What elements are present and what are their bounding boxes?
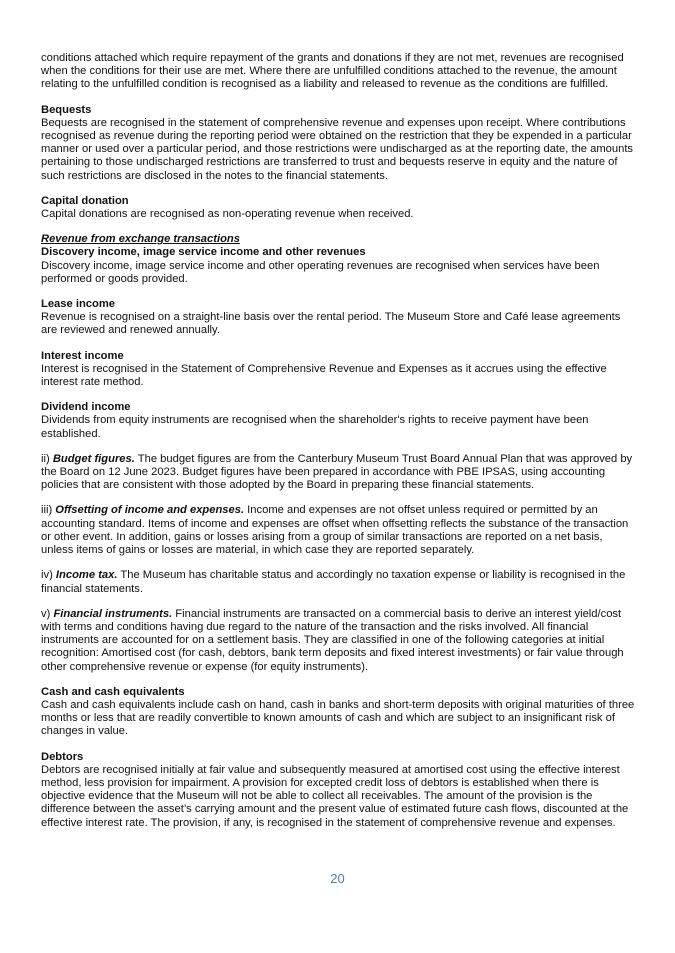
debtors-section: [41, 751, 637, 830]
capital-donation-section: [41, 195, 637, 221]
debtors-paragraph: Debtors are recognised initially at fair value and subsequently measured at amortised cost using the effective interest method, less provision for impairment. A provision for excepted credit loss of debtors is established when there is objective evidence that the Museum will not be able to collect all receivables. The amount of the provision is the difference between the asset’s carrying amount and the present value of estimated future cash flows, discounted at the effective interest rate. The provision, if any, is recognised in the statement of comprehensive revenue and expenses.: [41, 763, 629, 829]
exchange-transactions-section: [41, 233, 637, 286]
page-number: 20: [330, 871, 345, 886]
cash-paragraph: Cash and cash equivalents include cash on hand, cash in banks and short-term deposits with original maturities of three months or less that are readily convertible to known amounts of cash and which are subject to an insignificant risk of changes in value.: [41, 698, 635, 738]
bequests-paragraph: Bequests are recognised in the statement of comprehensive revenue and expenses upon receipt. Where contributions recognised as revenue during the reporting period were obtained on the restriction that they be expended in a particular manner or used over a particular period, and those restrictions were undischarged as at the reporting date, the amounts pertaining to those undischarged restrictions are transferred to trust and bequests reserve in equity and the nature of such restrictions are disclosed in the notes to the financial statements.: [41, 116, 634, 182]
offsetting-paragraph: [41, 504, 637, 557]
lease-income-paragraph: Revenue is recognised on a straight-line basis over the rental period. The Museum Store and Café lease agreements are reviewed and renewed annually.: [41, 311, 621, 337]
bequests-heading: Bequests: [41, 103, 92, 116]
document-page: [41, 52, 637, 842]
offsetting-prefix: iii): [41, 504, 56, 517]
budget-figures-text: The budget figures are from the Canterbury Museum Trust Board Annual Plan that was approved by the Board on 12 June 2023. Budget figures have been prepared in accordance with PBE IPSAS, using accounting policies that are consistent with those adopted by the Board in preparing these financial statements.: [41, 452, 633, 492]
financial-instruments-prefix: v): [41, 607, 54, 620]
interest-income-heading: Interest income: [41, 349, 124, 362]
cash-heading: Cash and cash equivalents: [41, 685, 185, 698]
financial-instruments-section: [41, 608, 637, 674]
capital-donation-heading: Capital donation: [41, 194, 129, 207]
discovery-income-heading: Discovery income, image service income and other revenues: [41, 246, 366, 259]
dividend-income-paragraph: Dividends from equity instruments are recognised when the shareholder's rights to receive payment have been established.: [41, 414, 589, 440]
income-tax-prefix: iv): [41, 569, 56, 582]
offsetting-title: Offsetting of income and expenses.: [55, 504, 245, 517]
budget-figures-section: [41, 453, 637, 493]
offsetting-text: Income and expenses are not offset unless required or permitted by an accounting standard. Items of income and expenses are offset when offsetting reflects the substance of the transaction or other event. In addition, gains or losses arising from a group of similar transactions are reported on a net basis, unless items of gains or losses are material, in which case they are reported separately.: [41, 504, 629, 557]
lease-income-heading: Lease income: [41, 298, 115, 311]
exchange-transactions-title: Revenue from exchange transactions: [41, 233, 240, 246]
budget-figures-paragraph: [41, 453, 637, 493]
bequests-section: [41, 104, 637, 183]
income-tax-title: Income tax.: [55, 569, 118, 582]
dividend-income-section: [41, 401, 637, 441]
intro-section: [41, 52, 637, 92]
discovery-income-paragraph: Discovery income, image service income and other operating revenues are recognised when services have been performed or goods provided.: [41, 259, 600, 285]
financial-instruments-title: Financial instruments.: [53, 607, 173, 620]
financial-instruments-text: Financial instruments are transacted on a commercial basis to derive an interest yield/cost with terms and conditions having due regard to the nature of the transaction and the risks involved. All financial instruments are accounted for on a settlement basis. They are classified in one of the following categories at initial recognition: Amortised cost (for cash, debtors, bank term deposits and fixed interest investments) or fair value through other comprehensive revenue or expense (for equity instruments).: [41, 607, 624, 673]
interest-income-section: [41, 350, 637, 390]
debtors-heading: Debtors: [41, 750, 84, 763]
income-tax-section: [41, 569, 637, 595]
cash-section: [41, 686, 637, 739]
budget-figures-title: Budget figures.: [52, 452, 135, 465]
budget-figures-prefix: ii): [41, 452, 53, 465]
dividend-income-heading: Dividend income: [41, 401, 131, 414]
offsetting-section: [41, 504, 637, 557]
income-tax-paragraph: [41, 569, 637, 595]
intro-paragraph: conditions attached which require repayment of the grants and donations if they are not met, revenues are recognised when the conditions for their use are met. Where there are unfulfilled conditions attached to the revenue, the amount relating to the unfulfilled condition is recognised as a liability and released to revenue as the conditions are fulfilled.: [41, 52, 624, 91]
financial-instruments-paragraph: [41, 608, 637, 674]
interest-income-paragraph: Interest is recognised in the Statement of Comprehensive Revenue and Expenses as it accrues using the effective interest rate method.: [41, 362, 607, 389]
income-tax-text: The Museum has charitable status and accordingly no taxation expense or liability is recognised in the financial statements.: [41, 569, 626, 595]
lease-income-section: [41, 298, 637, 338]
capital-donation-paragraph: Capital donations are recognised as non-operating revenue when received.: [41, 208, 414, 221]
